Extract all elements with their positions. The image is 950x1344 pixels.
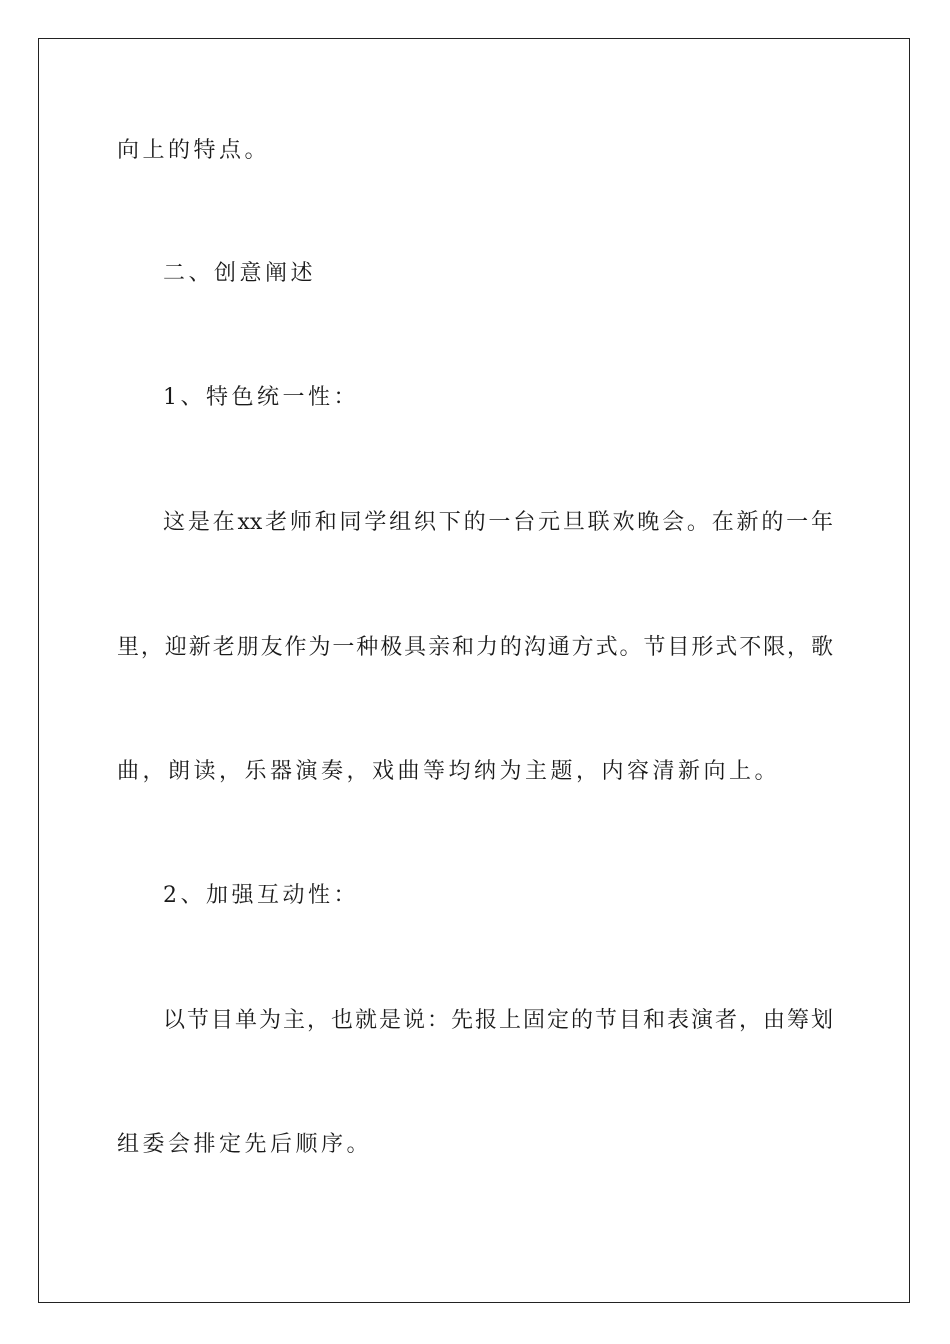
section-heading-creative-description: 二、创意阐述: [163, 261, 317, 286]
paragraph-line-continuation: 向上的特点。: [117, 138, 271, 163]
page-border: [38, 38, 910, 1303]
paragraph-line: 曲，朗读，乐器演奏，戏曲等均纳为主题，内容清新向上。: [117, 759, 781, 784]
subheading-feature-unity: 1、特色统一性：: [163, 385, 359, 410]
paragraph-line: 这是在xx老师和同学组织下的一台元旦联欢晚会。在新的一年: [163, 510, 833, 535]
paragraph-line: 组委会排定先后顺序。: [117, 1132, 373, 1157]
subheading-strengthen-interaction: 2、加强互动性：: [163, 883, 359, 908]
paragraph-line: 里，迎新老朋友作为一种极具亲和力的沟通方式。节目形式不限，歌: [117, 635, 833, 660]
paragraph-line: 以节目单为主，也就是说：先报上固定的节目和表演者，由筹划: [163, 1008, 833, 1033]
